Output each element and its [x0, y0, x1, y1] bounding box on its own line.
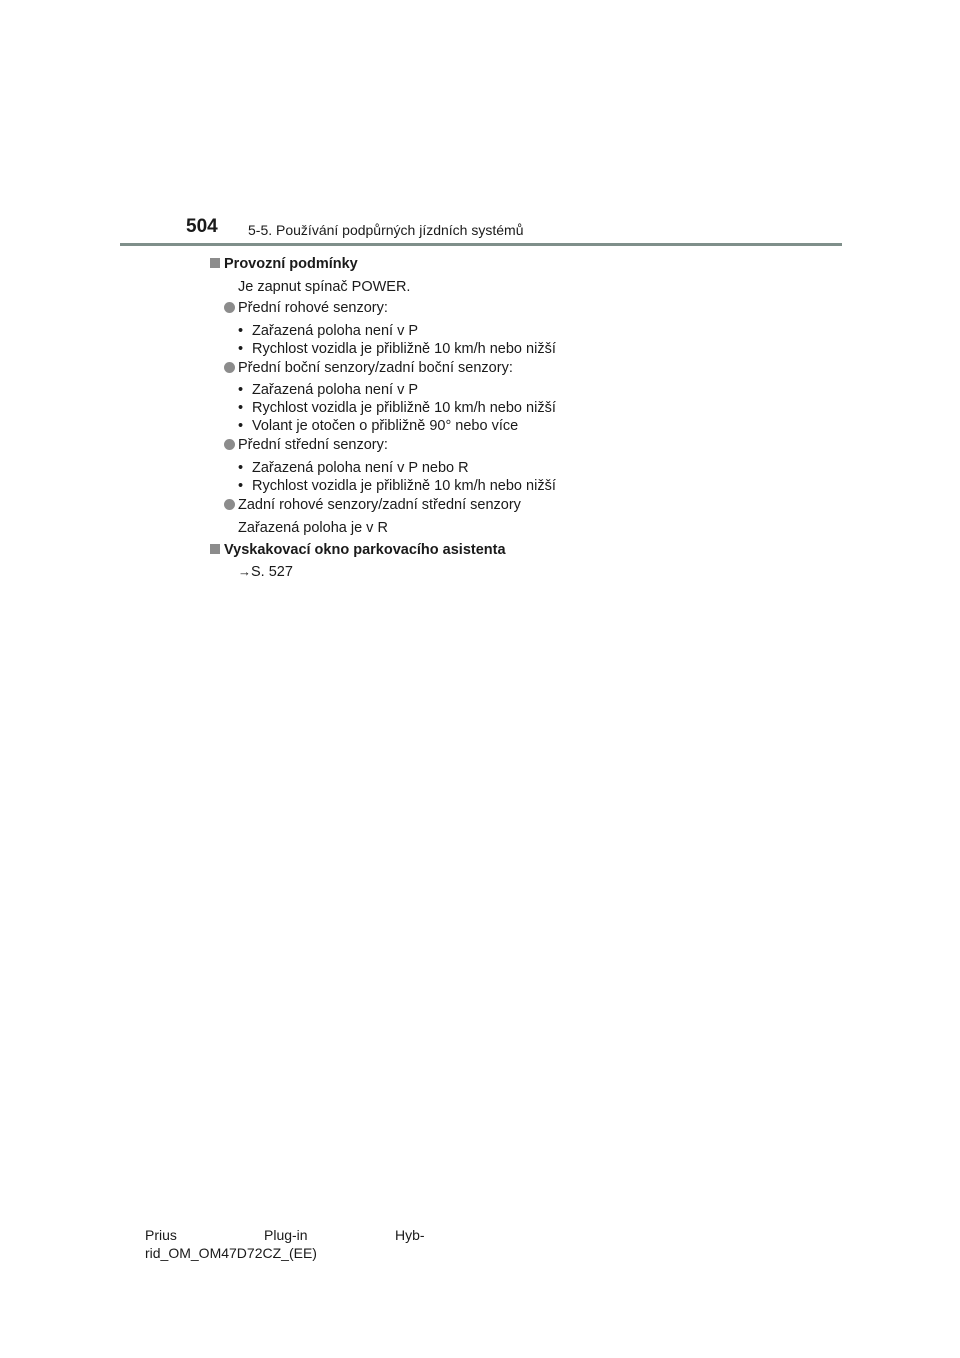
list-item: • Zařazená poloha není v P [238, 382, 419, 398]
circle-bullet-icon [224, 499, 235, 510]
group-title-front-corner: Přední rohové senzory: [224, 299, 388, 317]
group-title-front-center: Přední střední senzory: [224, 436, 388, 454]
header-rule [120, 243, 842, 246]
heading-text: Vyskakovací okno parkovacího asistenta [224, 542, 506, 558]
footer-word: Plug-in [264, 1227, 308, 1243]
list-item: • Volant je otočen o přibližně 90° nebo více [238, 418, 519, 434]
footer-word: Hyb- [395, 1227, 425, 1243]
group-title-rear: Zadní rohové senzory/zadní střední senzory [224, 496, 521, 514]
circle-bullet-icon [224, 439, 235, 450]
arrow-right-icon: → [238, 564, 251, 579]
footer-line-1 [145, 1226, 445, 1244]
section-heading-popup [210, 541, 506, 559]
page-reference[interactable]: →S. 527 [238, 564, 293, 580]
heading-text: Provozní podmínky [224, 256, 358, 272]
group-title-front-side: Přední boční senzory/zadní boční senzory: [224, 359, 513, 377]
list-item: • Zařazená poloha není v P [238, 323, 419, 339]
page-number: 504 [186, 216, 218, 237]
square-bullet-icon [210, 258, 220, 268]
list-item: • Rychlost vozidla je přibližně 10 km/h nebo nižší [238, 341, 556, 357]
circle-bullet-icon [224, 302, 235, 313]
chapter-title: 5-5. Používání podpůrných jízdních systémů [248, 222, 524, 238]
page-header [0, 0, 960, 250]
list-item: • Rychlost vozidla je přibližně 10 km/h nebo nižší [238, 478, 556, 494]
footer [145, 1226, 445, 1262]
section-heading-operating-conditions [210, 255, 358, 273]
footer-word: Prius [145, 1227, 177, 1243]
intro-text: Je zapnut spínač POWER. [238, 279, 411, 295]
square-bullet-icon [210, 544, 220, 554]
list-item: • Zařazená poloha není v P nebo R [238, 460, 469, 476]
list-item: • Rychlost vozidla je přibližně 10 km/h nebo nižší [238, 400, 556, 416]
group-text: Zařazená poloha je v R [238, 520, 388, 536]
footer-line-2: rid_OM_OM47D72CZ_(EE) [145, 1245, 317, 1261]
circle-bullet-icon [224, 362, 235, 373]
